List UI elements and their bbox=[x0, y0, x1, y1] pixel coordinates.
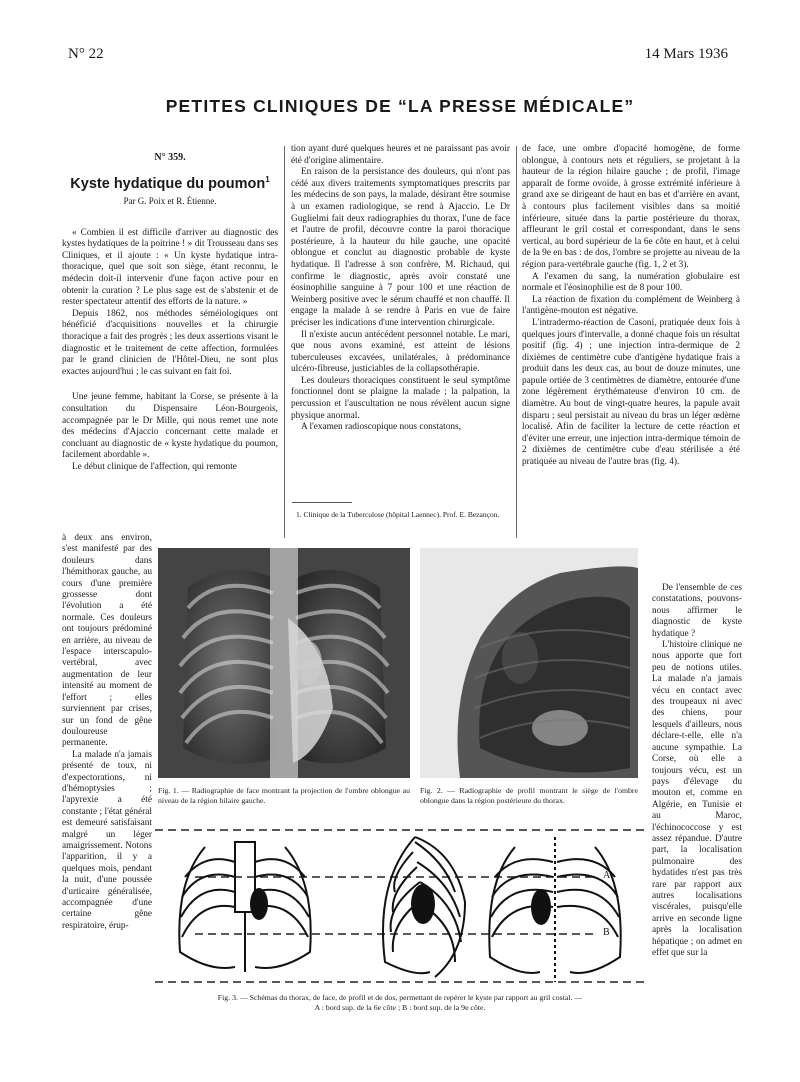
paragraph: Depuis 1862, nos méthodes séméiologiques ont bénéficié d'acquisitions nouvelles et la chirurgie thoracique a fait des progrès ; les deux assertions visant le diagnostic et le traitement de cette affection, formulées par le grand clinicien de l'Hôtel-Dieu, ne sont plus exactes aujourd'hui ; le cas suivant en fait foi. bbox=[62, 308, 278, 377]
paragraph: L'histoire clinique ne nous apporte que fort peu de notions utiles. La malade n'a jamais vécu en contact avec des troupeaux ni avec des chiens, pour lesquels d'ailleurs, nous déclare-t-elle, elle n'a aucune sympathie. La Corse, où elle a toujours vécu, est un pays d'élevage du mouton et, comme en Algérie, en Tunisie et au Maroc, l'échinococcose y est assez répandue. D'autre part, la localisation pulmonaire des hydatides n'est pas très rare par rapport aux autres localisations viscérales, puisqu'elle arrive en seconde ligne après la localisation hépatique ; on admet en effet que sur la bbox=[652, 640, 742, 958]
label-a: A bbox=[603, 870, 611, 881]
column-3 bbox=[522, 144, 740, 469]
paragraph: A l'examen du sang, la numération globulaire est normale et l'éosinophilie est de 8 pour 100. bbox=[522, 271, 740, 294]
paragraph: Une jeune femme, habitant la Corse, se présente à la consultation du Dispensaire Léon-Bourgeois, accompagnée par le Dr Mille, qui nous remet une note des médecins d'Ajaccio concernant cette malade et concluant au diagnostic de « kyste hydatique du poumon, facilement abordable ». bbox=[62, 392, 278, 461]
paragraph: La réaction de fixation du complément de Weinberg à l'antigène-mouton est négative. bbox=[522, 294, 740, 317]
figure-3-caption bbox=[160, 993, 640, 1012]
figure-3-caption-line-2: A : bord sup. de la 6e côte ; B : bord sup. de la 9e côte. bbox=[314, 1002, 486, 1012]
figure-1-caption: Fig. 1. — Radiographie de face montrant la projection de l'ombre oblongue au niveau de la région hilaire gauche. bbox=[158, 786, 410, 805]
article-number: N° 359. bbox=[154, 152, 186, 163]
article-authors: Par G. Poix et R. Étienne. bbox=[123, 196, 217, 207]
paragraph: La malade n'a jamais présenté de toux, ni d'expectorations, ni d'hémoptysies ; l'apyrexie a été constante ; l'état général est demeuré satisfaisant malgré un léger amaigrissement. Notons l'apparition, il y a quelques mois, pendant la nuit, d'une poussée d'urticaire généralisée, accompagnée d'une certaine gêne respiratoire, érup- bbox=[62, 749, 152, 931]
issue-date: 14 Mars 1936 bbox=[644, 46, 728, 62]
title-footnote-mark: 1 bbox=[265, 174, 270, 184]
footnote-rule bbox=[292, 502, 352, 503]
figure-1-radiograph bbox=[158, 548, 410, 778]
figure-2-radiograph bbox=[420, 548, 638, 778]
paragraph: De l'ensemble de ces constatations, pouvons-nous affirmer le diagnostic de kyste hydatique ? bbox=[652, 583, 742, 639]
column-2 bbox=[291, 144, 510, 434]
paragraph: de face, une ombre d'opacité homogène, de forme oblongue, à contours nets et réguliers, se projetant à la hauteur de la région hilaire gauche ; de profil, l'image apparaît de forme ovoïde, à grosse extrémité inférieure à grand axe se dirigeant de haut en bas et d'arrière en avant, à contours plus facilement visibles dans sa moitié inférieure, située dans la partie postérieure du thorax, affleurant le gril costal et correspondant, dans le sens vertical, au bord supérieur de la 6e côte en haut, et à celui de la 9e en bas : de dos, l'ombre se projette au niveau de la région para-vertébrale gauche (fig. 1, 2 et 3). bbox=[522, 144, 740, 270]
paragraph: à deux ans environ, s'est manifesté par des douleurs dans l'hémithorax gauche, au cours d'une première grossesse dont l'évolution a été normale. Ces douleurs ont toujours prédominé en arrière, au niveau de l'espace interscapulo-vertébral, avec augmentation de leur intensité au moment de l'effort ; elles surviennent par crises, sur un fond de gêne douloureuse permanente. bbox=[62, 533, 152, 749]
paragraph: A l'examen radioscopique nous constatons, bbox=[301, 422, 461, 433]
column-rule-1 bbox=[284, 146, 285, 538]
paragraph: Le début clinique de l'affection, qui remonte bbox=[72, 461, 237, 472]
figure-2-caption: Fig. 2. — Radiographie de profil montrant le siège de l'ombre oblongue dans la région postérieure du thorax. bbox=[420, 786, 638, 805]
paragraph: Il n'existe aucun antécédent personnel notable. Le mari, que nous avons examiné, est atteint de lésions tuberculeuses excavées, unilatérales, à prédominance ulcéro-fibreuse, justiciables de la collapsothérapie. bbox=[291, 329, 510, 375]
figure-3-caption-line-1: Fig. 3. — Schémas du thorax, de face, de profil et de dos, permettant de repérer le kyste par rapport au gril costal. — bbox=[217, 993, 583, 1002]
figure-3-diagram bbox=[155, 822, 645, 990]
column-rule-2 bbox=[516, 146, 517, 538]
footnote: 1. Clinique de la Tuberculose (hôpital Laennec). Prof. E. Bezançon. bbox=[296, 510, 500, 519]
journal-title: PETITES CLINIQUES DE “LA PRESSE MÉDICALE” bbox=[165, 96, 635, 116]
label-b: B bbox=[603, 927, 610, 938]
column-3-narrow bbox=[652, 583, 742, 959]
column-1 bbox=[62, 152, 278, 473]
paragraph: « Combien il est difficile d'arriver au diagnostic des kystes hydatiques de la poitrine ! » dit Trousseau dans ses Cliniques, et il ajoute : « Un kyste hydatique intra-thoracique, quel que soit son siège, étant reconnu, le médecin doit-il intervenir d'une façon active pour en obtenir la curation ? Le plus sage est de s'abstenir et de rester spectateur attentif des efforts de la nature. » bbox=[62, 227, 278, 308]
paragraph: Les douleurs thoraciques constituent le seul symptôme fonctionnel dont se plaigne la malade ; la palpation, la percussion et l'auscultation ne nous révèlent aucun signe physique anormal. bbox=[291, 375, 510, 421]
paragraph: En raison de la persistance des douleurs, qui n'ont pas cédé aux divers traitements symptomatiques prescrits par les médecins de son pays, la malade, désirant être soumise à un examen radiologique, se rend à Ajaccio. Le Dr Guglielmi fait deux radiographies du thorax, l'une de face et l'autre de profil, découvre contre la paroi thoracique postérieure, à la hauteur du hile gauche, une opacité oblongue et conclut au diagnostic probable de kyste hydatique. Il l'adresse à son confrère, M. Richaud, qui confirme le diagnostic, après avoir constaté une éosinophilie sanguine à 7 pour 100 et une réaction de Weinberg positive avec le sérum chauffé et non chauffé. Il engage la malade à se rendre à Paris en vue de faire préciser les indications d'une intervention chirurgicale. bbox=[291, 167, 510, 328]
paragraph: L'intradermo-réaction de Casoni, pratiquée deux fois à quelques jours d'intervalle, a donné chaque fois un résultat positif (fig. 4) ; une injection intra-dermique de 2 dixièmes de centimètre cube d'antigène hydatique frais a produit dans les deux cas, au bout de douze minutes, une papule ortiée de 3 centimètres de diamètre, entourée d'une zone légèrement érythémateuse d'environ 10 cm. de diamètre. Au bout de vingt-quatre heures, la papule avait disparu ; seul persistait au niveau du bras un léger œdème localisé. Afin de faciliter la lecture de cette réaction et d'éviter une erreur, une injection intra-dermique témoin de 2 dixièmes de centimètre cube d'eau stérilisée a été pratiquée au niveau de l'autre bras (fig. 4). bbox=[522, 317, 740, 468]
column-1-narrow bbox=[62, 533, 152, 932]
article-title: Kyste hydatique du poumon$^1$ bbox=[70, 174, 270, 192]
paragraph: tion ayant duré quelques heures et ne paraissant pas avoir été d'origine alimentaire. bbox=[291, 144, 510, 166]
issue-number: N° 22 bbox=[68, 46, 104, 62]
